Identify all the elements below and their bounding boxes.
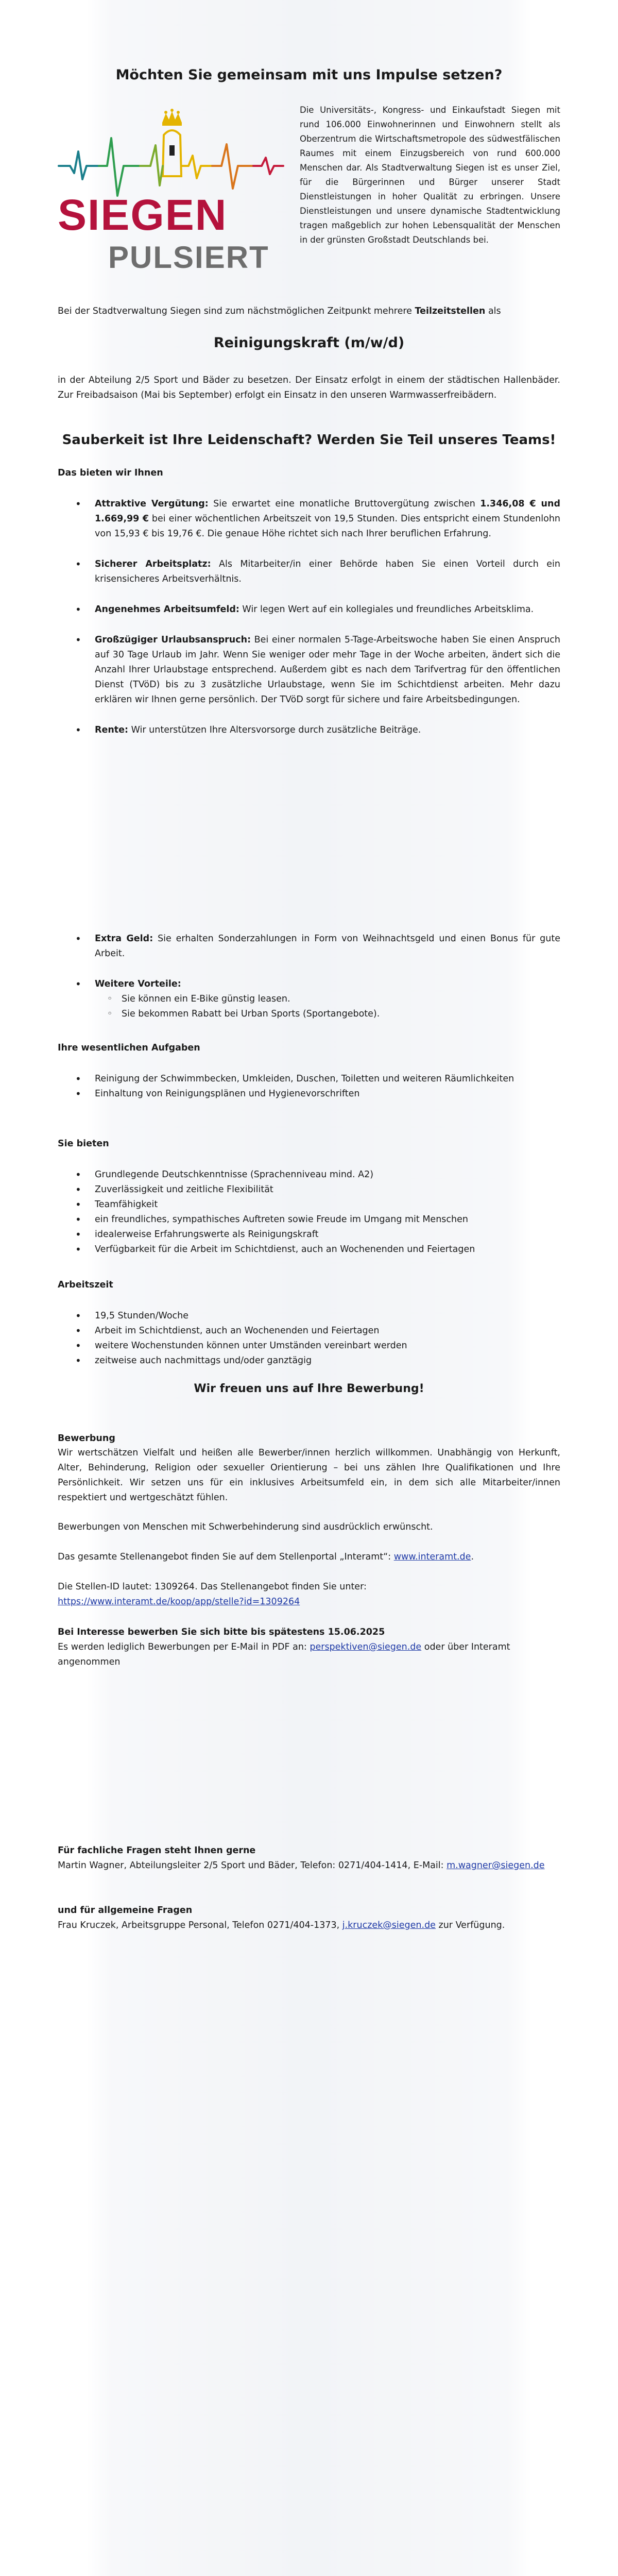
closing-heading: Wir freuen uns auf Ihre Bewerbung! [194, 1382, 424, 1395]
offer-item-arbeitsumfeld [58, 602, 560, 617]
offer-list-top [58, 497, 560, 738]
requirement-item: • idealerweise Erfahrungswerte als Reinigungskraft [58, 1227, 560, 1242]
benefits-sublist [95, 992, 560, 1022]
posting-line [58, 304, 560, 319]
logo-wordmark-pulsiert: PULSIERT [108, 240, 269, 275]
tasks-list [58, 1072, 560, 1101]
worktime-item: • Arbeit im Schichtdienst, auch an Wochenenden und Feiertagen [58, 1324, 560, 1338]
requirement-item: • Teamfähigkeit [58, 1197, 560, 1212]
crown-icon [162, 109, 182, 126]
job-description: in der Abteilung 2/5 Sport und Bäder zu besetzen. Der Einsatz erfolgt in einem der städtischen Hallenbäder. Zur Freibadsaison (Mai bis September) erfolgt ein Einsatz in den unseren Warmwasserfreibädern. [58, 375, 560, 400]
offer-text: Sie erhalten Sonderzahlungen in Form von Weihnachtsgeld und einen Bonus für gute Arbeit. [95, 934, 560, 959]
offer-label: Angenehmes Arbeitsumfeld: [95, 604, 239, 615]
offer-text: Wir unterstützen Ihre Altersvorsorge durch zusätzliche Beiträge. [128, 725, 421, 735]
contact2-title: und für allgemeine Fragen [58, 1905, 193, 1916]
offer-item-extra-geld [58, 931, 560, 961]
job-id-text: Die Stellen-ID lautet: 1309264. Das Stellenangebot finden Sie unter: [58, 1582, 367, 1592]
intro-paragraph: Die Universitäts-, Kongress- und Einkaufstadt Siegen mit rund 106.000 Einwohnerinnen und Einwohnern stellt als Oberzentrum die Wirtschaftsmetropole des südwestfälischen Raumes mit einem Einzugsbereich von rund 600.000 Menschen dar. Als Stadtverwaltung Siegen ist es unser Ziel, für die Bürgerinnen und Bürger unserer Stadt Dienstleistungen in hoher Qualität zu erbringen. Unsere Dienstleistungen und unsere dynamische Stadtentwicklung tragen maßgeblich zur hohen Lebensqualität der Menschen in der grünsten Großstadt Deutschlands bei. [300, 105, 560, 245]
application-text: Wir wertschätzen Vielfalt und heißen alle Bewerber/innen herzlich willkommen. Unabhängig von Herkunft, Alter, Behinderung, Religion oder sexueller Orientierung – bei uns zählen Ihre Qualifikationen und Ihre Persönlichkeit. Wir setzen uns für ein inklusives Arbeitsumfeld ein, in dem sich alle Mitarbeiter/innen respektiert und wertgeschätzt fühlen. [58, 1448, 560, 1503]
disability-note: Bewerbungen von Menschen mit Schwerbehinderung sind ausdrücklich erwünscht. [58, 1522, 433, 1532]
requirement-item: • Zuverlässigkeit und zeitliche Flexibilität [58, 1182, 560, 1197]
offer-text: Sie erwartet eine monatliche Bruttovergütung zwischen [208, 499, 480, 509]
requirement-item: • Grundlegende Deutschkenntnisse (Sprachenniveau mind. A2) [58, 1167, 560, 1182]
logo-wordmark-siegen: SIEGEN [58, 191, 228, 239]
posting-pre: Bei der Stadtverwaltung Siegen sind zum nächstmöglichen Zeitpunkt mehrere [58, 306, 415, 316]
requirements-list [58, 1167, 560, 1257]
siegen-pulsiert-logo [58, 108, 284, 283]
offer-label: Rente: [95, 725, 129, 735]
offer-text: Als Mitarbeiter/in einer Behörde haben Sie einen Vorteil durch ein krisensicheres Arbeitsverhältnis. [95, 559, 560, 584]
job-posting-link[interactable]: https://www.interamt.de/koop/app/stelle?id=1309264 [58, 1597, 300, 1607]
contact2-text-end: zur Verfügung. [435, 1920, 505, 1930]
offer-text: Wir legen Wert auf ein kollegiales und freundliches Arbeitsklima. [239, 604, 534, 615]
logo-graphic [58, 108, 284, 283]
requirements-section-title: Sie bieten [58, 1139, 109, 1149]
portal-text-end: . [471, 1552, 474, 1562]
page-heading: Möchten Sie gemeinsam mit uns Impulse setzen? [115, 67, 503, 83]
interamt-link[interactable]: www.interamt.de [393, 1552, 471, 1562]
subheading: Sauberkeit ist Ihre Leidenschaft? Werden Sie Teil unseres Teams! [62, 432, 556, 448]
worktime-list [58, 1309, 560, 1368]
benefit-subitem: ◦ Sie bekommen Rabatt bei Urban Sports (Sportangebote). [95, 1007, 560, 1022]
contact1-email-link[interactable]: m.wagner@siegen.de [447, 1860, 545, 1871]
offer-section-title: Das bieten wir Ihnen [58, 468, 163, 478]
application-email-link[interactable]: perspektiven@siegen.de [310, 1642, 422, 1652]
offer-item-rente [58, 723, 560, 738]
email-instruction [58, 1640, 560, 1670]
contact2-details [58, 1918, 560, 1933]
offer-list-bottom [58, 931, 560, 1022]
email-instruction-text: Es werden lediglich Bewerbungen per E-Mail in PDF an: [58, 1642, 310, 1652]
portal-text: Das gesamte Stellenangebot finden Sie auf dem Stellenportal „Interamt“: [58, 1552, 394, 1562]
offer-label: Extra Geld: [95, 934, 153, 944]
offer-item-urlaub [58, 633, 560, 707]
offer-item-arbeitsplatz [58, 557, 560, 587]
email-instruction-end: oder über Interamt angenommen [58, 1642, 510, 1667]
offer-item-weitere-vorteile [58, 977, 560, 1022]
offer-item-verguetung [58, 497, 560, 541]
worktime-section-title: Arbeitszeit [58, 1280, 113, 1290]
application-section-title: Bewerbung [58, 1433, 115, 1444]
posting-post: als [485, 306, 501, 316]
contact1-title: Für fachliche Fragen steht Ihnen gerne [58, 1845, 256, 1856]
posting-bold: Teilzeitstellen [415, 306, 486, 316]
requirement-item: • Verfügbarkeit für die Arbeit im Schichtdienst, auch an Wochenenden und Feiertagen [58, 1242, 560, 1257]
offer-amount: 1.346,08 € und 1.669,99 € [95, 499, 560, 524]
requirement-item: • ein freundliches, sympathisches Auftreten sowie Freude im Umgang mit Menschen [58, 1212, 560, 1227]
contact1-text: Martin Wagner, Abteilungsleiter 2/5 Sport und Bäder, Telefon: 0271/404-1414, E-Mail: [58, 1860, 447, 1871]
task-item: • Einhaltung von Reinigungsplänen und Hygienevorschriften [58, 1087, 560, 1101]
offer-text: Bei einer normalen 5-Tage-Arbeitswoche haben Sie einen Anspruch auf 30 Tage Urlaub im Jahr. Wenn Sie weniger oder mehr Tage in der Woche arbeiten, ändert sich die Anzahl Ihrer Urlaubstage entsprechend. Außerdem gibt es nach dem Tarifvertrag für den öffentlichen Dienst (TVöD) bis zu 3 zusätzliche Urlaubstage, wenn Sie im Schichtdienst arbeiten. Mehr dazu erklären wir Ihnen gerne persönlich. Der TVöD sorgt für sichere und faire Arbeitsbedingungen. [95, 635, 560, 705]
offer-label: Attraktive Vergütung: [95, 499, 209, 509]
worktime-item: • zeitweise auch nachmittags und/oder ganztägig [58, 1353, 560, 1368]
tasks-section-title: Ihre wesentlichen Aufgaben [58, 1043, 200, 1053]
job-title: Reinigungskraft (m/w/d) [213, 335, 405, 351]
offer-text: bei einer wöchentlichen Arbeitszeit von 19,5 Stunden. Dies entspricht einem Stundenlohn von 15,93 € bis 19,76 €. Die genaue Höhe richtet sich nach Ihrer beruflichen Erfahrung. [95, 514, 560, 539]
contact2-email-link[interactable]: j.kruczek@siegen.de [342, 1920, 436, 1930]
contact2-text: Frau Kruczek, Arbeitsgruppe Personal, Telefon 0271/404-1373, [58, 1920, 342, 1930]
offer-label: Sicherer Arbeitsplatz: [95, 559, 211, 569]
contact1-details [58, 1858, 560, 1873]
offer-label: Großzügiger Urlaubsanspruch: [95, 635, 251, 645]
tower-icon [163, 130, 181, 176]
deadline-text: Bei Interesse bewerben Sie sich bitte bis spätestens 15.06.2025 [58, 1627, 385, 1637]
portal-line [58, 1550, 560, 1565]
job-id-link-line [58, 1595, 560, 1609]
benefit-subitem: ◦ Sie können ein E-Bike günstig leasen. [95, 992, 560, 1007]
task-item: • Reinigung der Schwimmbecken, Umkleiden, Duschen, Toiletten und weiteren Räumlichkeiten [58, 1072, 560, 1087]
offer-label: Weitere Vorteile: [95, 979, 181, 989]
worktime-item: • 19,5 Stunden/Woche [58, 1309, 560, 1324]
worktime-item: • weitere Wochenstunden können unter Umständen vereinbart werden [58, 1338, 560, 1353]
